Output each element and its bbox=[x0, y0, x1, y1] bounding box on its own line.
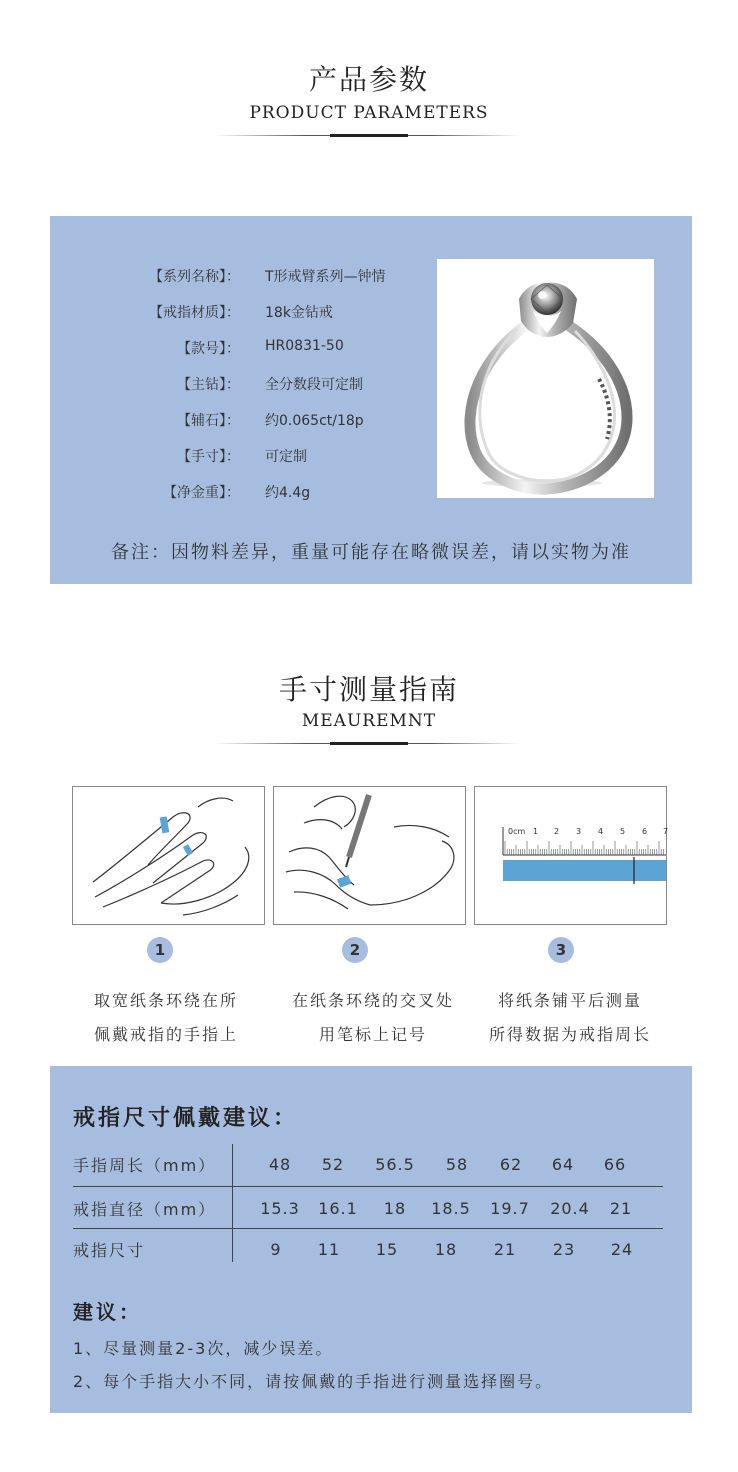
table-cell: 11 bbox=[317, 1240, 341, 1259]
param-row bbox=[110, 446, 307, 470]
paper-strip bbox=[503, 860, 666, 881]
ruler-label-7: 7 bbox=[663, 827, 669, 836]
table-vertical-divider bbox=[232, 1144, 233, 1262]
param-row bbox=[110, 374, 363, 398]
param-label: 【款号】： bbox=[177, 341, 240, 357]
param-label: 【手寸】： bbox=[177, 449, 240, 465]
size-table-title: 戒指尺寸佩戴建议： bbox=[73, 1106, 299, 1131]
param-row bbox=[110, 302, 333, 326]
size-panel bbox=[50, 1066, 692, 1413]
param-value: 全分数段可定制 bbox=[265, 377, 363, 393]
param-row bbox=[110, 482, 311, 506]
table-cell: 15 bbox=[375, 1240, 399, 1259]
table-cell: 15.3 bbox=[260, 1199, 300, 1218]
table-cell: 16.1 bbox=[318, 1199, 358, 1218]
table-cell: 24 bbox=[610, 1240, 634, 1259]
step2-text-line2: 用笔标上记号 bbox=[318, 1025, 427, 1044]
step1-illustration bbox=[72, 786, 265, 925]
table-divider bbox=[73, 1228, 663, 1229]
param-value: 约0.065ct/18p bbox=[265, 413, 364, 429]
table-cell: 18.5 bbox=[431, 1199, 471, 1218]
param-label: 【辅石】： bbox=[177, 413, 240, 429]
params-panel bbox=[50, 216, 692, 584]
step2-illustration bbox=[273, 786, 466, 925]
param-value: 可定制 bbox=[265, 449, 307, 465]
param-value: HR0831-50 bbox=[265, 338, 344, 354]
row-label-diameter: 戒指直径（mm） bbox=[73, 1200, 217, 1219]
ruler-label-4: 4 bbox=[598, 827, 604, 836]
table-cell: 58 bbox=[445, 1155, 469, 1174]
step3-text-line2: 所得数据为戒指周长 bbox=[488, 1025, 651, 1044]
step1-text-line1: 取宽纸条环绕在所 bbox=[93, 991, 238, 1010]
table-cell: 62 bbox=[499, 1155, 523, 1174]
param-label: 【戒指材质】： bbox=[149, 305, 240, 321]
measure-title-en: MEAUREMNT bbox=[301, 711, 437, 731]
step3-illustration bbox=[474, 786, 667, 925]
param-label: 【系列名称】： bbox=[149, 269, 240, 285]
table-divider bbox=[73, 1186, 663, 1187]
advice-item-1: 1、尽量测量2-3次，减少误差。 bbox=[73, 1339, 334, 1358]
param-row bbox=[110, 266, 386, 290]
step1-text-line2: 佩戴戒指的手指上 bbox=[93, 1025, 238, 1044]
step-number-2: 2 bbox=[342, 937, 368, 963]
table-cell: 19.7 bbox=[490, 1199, 530, 1218]
param-value: T形戒臂系列—钟情 bbox=[265, 269, 386, 285]
table-cell: 23 bbox=[552, 1240, 576, 1259]
step-number-1: 1 bbox=[147, 937, 173, 963]
ruler-label-2: 2 bbox=[554, 827, 560, 836]
row-label-size: 戒指尺寸 bbox=[73, 1241, 146, 1260]
table-cell: 64 bbox=[551, 1155, 575, 1174]
measure-title-accent bbox=[330, 742, 408, 745]
table-cell: 18 bbox=[434, 1240, 458, 1259]
ruler-label-6: 6 bbox=[642, 827, 648, 836]
advice-title: 建议： bbox=[73, 1300, 142, 1324]
step3-text-line1: 将纸条铺平后测量 bbox=[497, 991, 642, 1010]
table-cell: 52 bbox=[321, 1155, 345, 1174]
table-cell: 48 bbox=[268, 1155, 292, 1174]
step-number-3: 3 bbox=[548, 937, 574, 963]
params-title-accent bbox=[330, 134, 408, 137]
param-value: 约4.4g bbox=[265, 485, 311, 501]
param-row bbox=[110, 338, 344, 362]
param-row bbox=[110, 410, 364, 434]
table-cell: 20.4 bbox=[550, 1199, 590, 1218]
step2-text-line1: 在纸条环绕的交叉处 bbox=[291, 991, 454, 1010]
table-cell: 18 bbox=[383, 1199, 407, 1218]
measure-title-cn: 手寸测量指南 bbox=[278, 673, 459, 706]
param-label: 【净金重】： bbox=[163, 485, 240, 501]
param-label: 【主钻】： bbox=[177, 377, 240, 393]
ruler-label-0: 0cm bbox=[508, 827, 526, 836]
ruler-label-3: 3 bbox=[576, 827, 582, 836]
table-cell: 56.5 bbox=[375, 1155, 415, 1174]
table-cell: 21 bbox=[609, 1199, 633, 1218]
ring-product-image bbox=[437, 259, 654, 498]
params-title-cn: 产品参数 bbox=[308, 63, 429, 96]
ruler-label-5: 5 bbox=[620, 827, 626, 836]
param-value: 18k金钻戒 bbox=[265, 305, 333, 321]
ruler-label-1: 1 bbox=[533, 827, 539, 836]
table-cell: 21 bbox=[493, 1240, 517, 1259]
params-note: 备注：因物料差异，重量可能存在略微误差，请以实物为准 bbox=[111, 542, 631, 563]
advice-item-2: 2、每个手指大小不同，请按佩戴的手指进行测量选择圈号。 bbox=[73, 1372, 554, 1391]
table-cell: 9 bbox=[270, 1240, 282, 1259]
table-cell: 66 bbox=[603, 1155, 627, 1174]
row-label-circumference: 手指周长（mm） bbox=[73, 1156, 217, 1175]
params-title-en: PRODUCT PARAMETERS bbox=[249, 103, 489, 123]
